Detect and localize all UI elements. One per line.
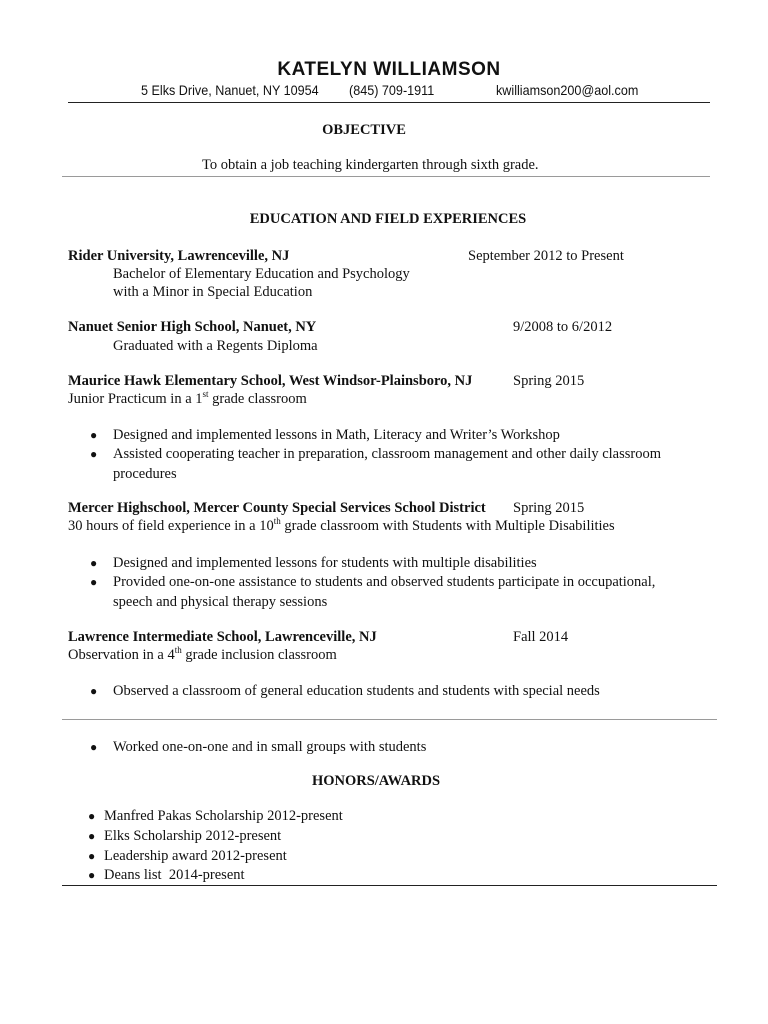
footer-divider <box>62 885 717 886</box>
award-item: Leadership award 2012-present <box>104 848 287 864</box>
nanuet-school: Nanuet Senior High School, Nanuet, NY <box>68 319 317 335</box>
list-item: Observed a classroom of general education students and students with special needs <box>113 683 600 699</box>
mercer-school: Mercer Highschool, Mercer County Special Services School District <box>68 500 486 516</box>
bullet-icon: ● <box>90 556 98 570</box>
award-item: Deans list 2014-present <box>104 867 245 883</box>
mercer-desc-sup: th <box>273 516 281 527</box>
list-item: Worked one-on-one and in small groups with students <box>113 739 427 755</box>
bullet-icon: ● <box>88 829 96 843</box>
lawrence-description <box>68 647 337 664</box>
page-break-divider <box>62 719 717 720</box>
rider-degree: Bachelor of Elementary Education and Psychology <box>113 266 410 282</box>
objective-heading: OBJECTIVE <box>322 122 406 138</box>
rider-minor: with a Minor in Special Education <box>113 284 313 300</box>
hawk-desc-part2: grade classroom <box>208 391 307 407</box>
resume-name: KATELYN WILLIAMSON <box>277 59 501 80</box>
mercer-dates: Spring 2015 <box>513 500 585 516</box>
bullet-icon: ● <box>90 740 98 754</box>
mercer-desc-part2: grade classroom with Students with Multiple Disabilities <box>280 518 615 534</box>
bullet-icon: ● <box>90 428 98 442</box>
bullet-icon: ● <box>88 849 96 863</box>
award-item: Manfred Pakas Scholarship 2012-present <box>104 808 343 824</box>
mercer-desc-part1: 30 hours of field experience in a 10 <box>68 518 274 534</box>
contact-email: kwilliamson200@aol.com <box>496 82 639 98</box>
hawk-school: Maurice Hawk Elementary School, West Windsor-Plainsboro, NJ <box>68 373 473 389</box>
education-heading: EDUCATION AND FIELD EXPERIENCES <box>249 211 527 227</box>
bullet-icon: ● <box>90 575 98 589</box>
lawrence-desc-part1: Observation in a 4 <box>68 647 175 663</box>
list-item: Provided one-on-one assistance to students and observed students participate in occupational, <box>113 574 656 590</box>
list-item: Designed and implemented lessons in Math, Literacy and Writer’s Workshop <box>113 427 560 443</box>
contact-phone: (845) 709-1911 <box>349 82 435 98</box>
bullet-icon: ● <box>88 868 96 882</box>
lawrence-school: Lawrence Intermediate School, Lawrenceville, NJ <box>68 629 377 645</box>
header-divider <box>68 102 710 103</box>
bullet-icon: ● <box>90 684 98 698</box>
list-item: Assisted cooperating teacher in preparation, classroom management and other daily classroom <box>113 446 661 462</box>
objective-divider <box>62 176 710 177</box>
lawrence-desc-sup: th <box>174 645 182 656</box>
bullet-icon: ● <box>88 809 96 823</box>
bullet-icon: ● <box>90 447 98 461</box>
nanuet-diploma: Graduated with a Regents Diploma <box>113 338 318 354</box>
list-item-continuation: procedures <box>113 466 177 482</box>
hawk-desc-part1: Junior Practicum in a 1 <box>68 391 203 407</box>
hawk-description <box>68 391 307 408</box>
objective-text: To obtain a job teaching kindergarten through sixth grade. <box>202 157 539 173</box>
list-item: Designed and implemented lessons for students with multiple disabilities <box>113 555 537 571</box>
rider-school: Rider University, Lawrenceville, NJ <box>68 248 290 264</box>
list-item-continuation: speech and physical therapy sessions <box>113 594 328 610</box>
rider-dates: September 2012 to Present <box>468 248 624 264</box>
mercer-description <box>68 518 615 535</box>
lawrence-desc-part2: grade inclusion classroom <box>181 647 337 663</box>
hawk-desc-sup: st <box>202 389 209 400</box>
nanuet-dates: 9/2008 to 6/2012 <box>513 319 613 335</box>
contact-address: 5 Elks Drive, Nanuet, NY 10954 <box>141 82 319 98</box>
hawk-dates: Spring 2015 <box>513 373 585 389</box>
award-item: Elks Scholarship 2012-present <box>104 828 282 844</box>
honors-heading: HONORS/AWARDS <box>311 773 441 789</box>
lawrence-dates: Fall 2014 <box>513 629 569 645</box>
